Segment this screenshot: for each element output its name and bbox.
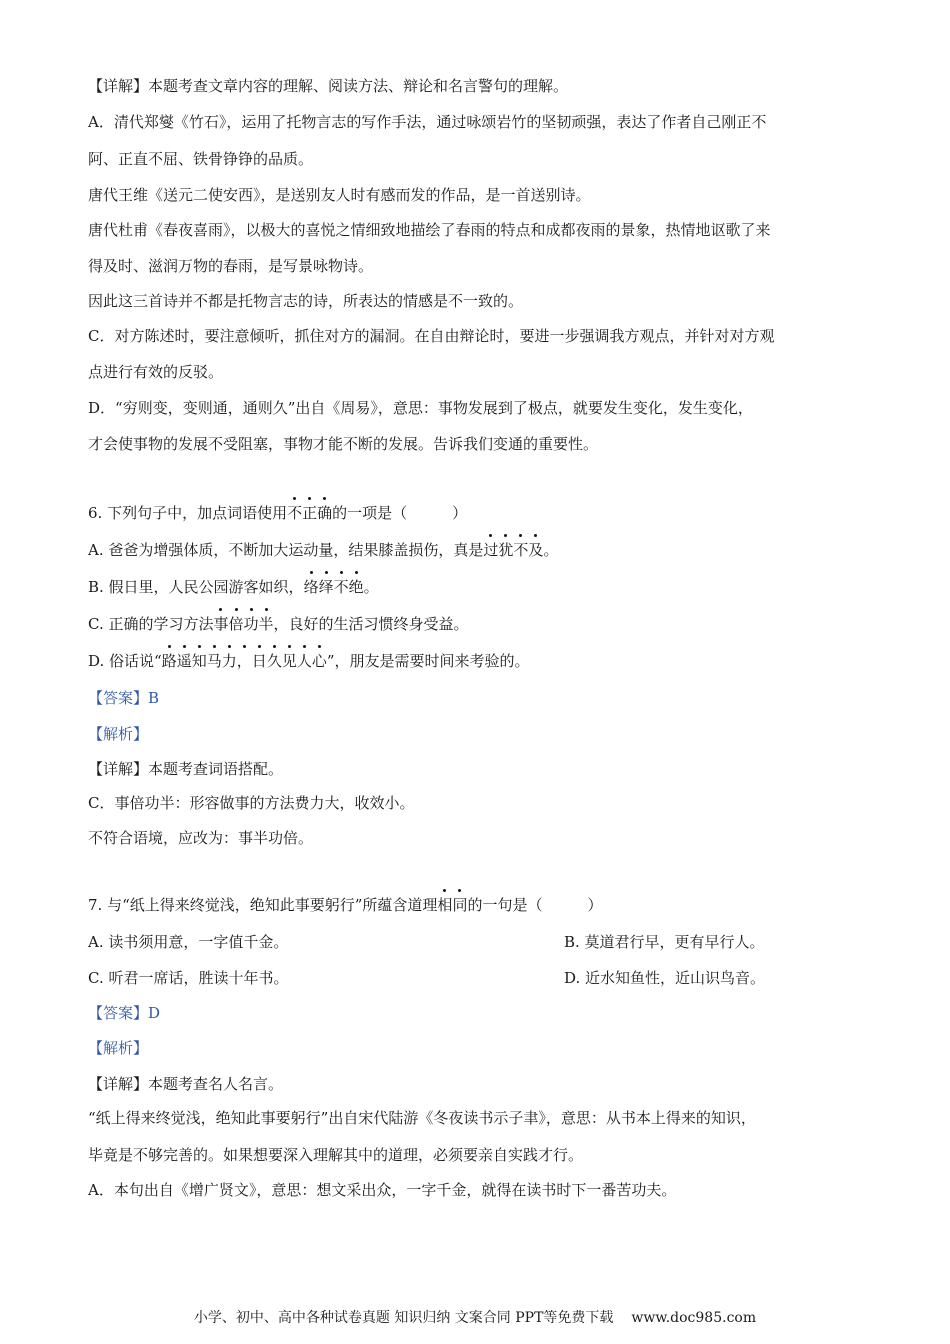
text-line: 唐代王维《送元二使安西》，是送别友人时有感而发的作品，是一首送别诗。 — [88, 186, 591, 204]
emphasis-char: 事 — [213, 615, 229, 633]
emphasis-char: 不 — [287, 504, 303, 522]
option-text: D. 俗话说“ — [88, 652, 162, 670]
emphasis-char: 久 — [266, 652, 282, 670]
emphasis-char: 绎 — [318, 578, 334, 596]
text-line: D．“穷则变，变则通，通则久”出自《周易》，意思：事物发展到了极点，就要发生变化，发生变化， — [88, 399, 753, 417]
emphasis-char: 相 — [437, 896, 453, 914]
text-line: 不符合语境，应改为：事半功倍。 — [88, 829, 314, 847]
text-line: 毕竟是不够完善的。如果想要深入理解其中的道理，必须要亲自实践才行。 — [88, 1146, 584, 1164]
emphasis-char: 功 — [243, 615, 259, 633]
emphasis-words — [162, 652, 327, 670]
footer-text: 小学、初中、高中各种试卷真题 知识归纳 文案合同 PPT等免费下载 — [193, 1310, 614, 1326]
emphasis-char: 及 — [528, 541, 544, 559]
emphasis-char: ， — [236, 652, 252, 670]
text-line: 才会使事物的发展不受阻塞，事物才能不断的发展。告诉我们变通的重要性。 — [88, 435, 599, 453]
stem-text: 的一句是（ ） — [467, 896, 603, 914]
emphasis-char: 马 — [206, 652, 222, 670]
option-b: B. 莫道君行早，更有早行人。 — [564, 933, 765, 951]
emphasis-char: 正 — [302, 504, 318, 522]
option-c — [88, 614, 469, 634]
option-text: A. 爸爸为增强体质，不断加大运动量，结果膝盖损伤，真是 — [88, 541, 484, 559]
option-text: B. 假日里，人民公园游客如织， — [88, 578, 304, 596]
emphasis-char: 见 — [281, 652, 297, 670]
emphasis-char: 遥 — [176, 652, 192, 670]
emphasis-char: 络 — [303, 578, 319, 596]
footer-url[interactable]: www.doc985.com — [631, 1310, 757, 1326]
emphasis-char: 犹 — [498, 541, 514, 559]
text-line: “纸上得来终觉浅，绝知此事要躬行”出自宋代陆游《冬夜读书示子聿》，意思：从书本上得来的知识， — [88, 1109, 756, 1127]
stem-text: 6. 下列句子中，加点词语使用 — [88, 504, 288, 522]
text-line: C．事倍功半：形容做事的方法费力大，收效小。 — [88, 794, 415, 812]
option-row — [88, 932, 765, 952]
emphasis-char: 不 — [333, 578, 349, 596]
emphasis-char: 路 — [161, 652, 177, 670]
text-line: A．本句出自《增广贤文》，意思：想文采出众，一字千金，就得在读书时下一番苦功夫。 — [88, 1181, 677, 1199]
text-line: A．清代郑燮《竹石》，运用了托物言志的写作手法，通过咏颂岩竹的坚韧顽强，表达了作者自己刚正不 — [88, 113, 767, 131]
text-line: 得及时、滋润万物的春雨，是写景咏物诗。 — [88, 257, 374, 275]
option-a — [88, 540, 558, 560]
text-line: C．对方陈述时，要注意倾听，抓住对方的漏洞。在自由辩论时，要进一步强调我方观点，并针对对方观 — [88, 327, 775, 345]
text-line: 唐代杜甫《春夜喜雨》，以极大的喜悦之情细致地描绘了春雨的特点和成都夜雨的景象，热情地讴歌了来 — [88, 221, 771, 239]
text-line: 【详解】本题考查名人名言。 — [88, 1075, 284, 1093]
option-text: 。 — [543, 541, 559, 559]
option-d: D. 近水知鱼性，近山识鸟音。 — [564, 969, 766, 987]
text-line: 【详解】本题考查文章内容的理解、阅读方法、辩论和名言警句的理解。 — [88, 77, 569, 95]
option-row — [88, 968, 766, 988]
text-line: 阿、正直不屈、铁骨铮铮的品质。 — [88, 150, 314, 168]
question-6-stem — [88, 503, 467, 523]
text-line: 点进行有效的反驳。 — [88, 363, 224, 381]
page-footer — [0, 1307, 950, 1327]
question-7-stem — [88, 895, 602, 915]
emphasis-words — [213, 615, 273, 633]
option-text: ，良好的生活习惯终身受益。 — [273, 615, 469, 633]
emphasis-char: 确 — [317, 504, 333, 522]
emphasis-char: 心 — [311, 652, 327, 670]
stem-text: 7. 与“纸上得来终觉浅，绝知此事要躬行”所蕴含道理 — [88, 896, 438, 914]
option-text: 。 — [363, 578, 379, 596]
emphasis-char: 同 — [452, 896, 468, 914]
emphasis-char: 倍 — [228, 615, 244, 633]
option-d — [88, 651, 530, 671]
analysis-label: 【解析】 — [88, 1039, 149, 1057]
emphasis-words — [437, 896, 467, 914]
option-a: A. 读书须用意，一字值千金。 — [88, 933, 289, 951]
emphasis-char: 半 — [258, 615, 274, 633]
option-c: C. 听君一席话，胜读十年书。 — [88, 969, 289, 987]
emphasis-char: 知 — [191, 652, 207, 670]
option-text: ”，朋友是需要时间来考验的。 — [326, 652, 530, 670]
answer-label: 【答案】D — [88, 1004, 161, 1022]
emphasis-words — [287, 504, 332, 522]
emphasis-char: 日 — [251, 652, 267, 670]
emphasis-char: 过 — [483, 541, 499, 559]
text-line: 【详解】本题考查词语搭配。 — [88, 760, 284, 778]
emphasis-char: 绝 — [348, 578, 364, 596]
text-line: 因此这三首诗并不都是托物言志的诗，所表达的情感是不一致的。 — [88, 292, 524, 310]
emphasis-words — [483, 541, 543, 559]
answer-label: 【答案】B — [88, 689, 160, 707]
emphasis-char: 人 — [296, 652, 312, 670]
emphasis-char: 力 — [221, 652, 237, 670]
option-b — [88, 577, 379, 597]
emphasis-char: 不 — [513, 541, 529, 559]
analysis-label: 【解析】 — [88, 725, 149, 743]
stem-text: 的一项是（ ） — [332, 504, 468, 522]
emphasis-words — [304, 578, 364, 596]
option-text: C. 正确的学习方法 — [88, 615, 214, 633]
